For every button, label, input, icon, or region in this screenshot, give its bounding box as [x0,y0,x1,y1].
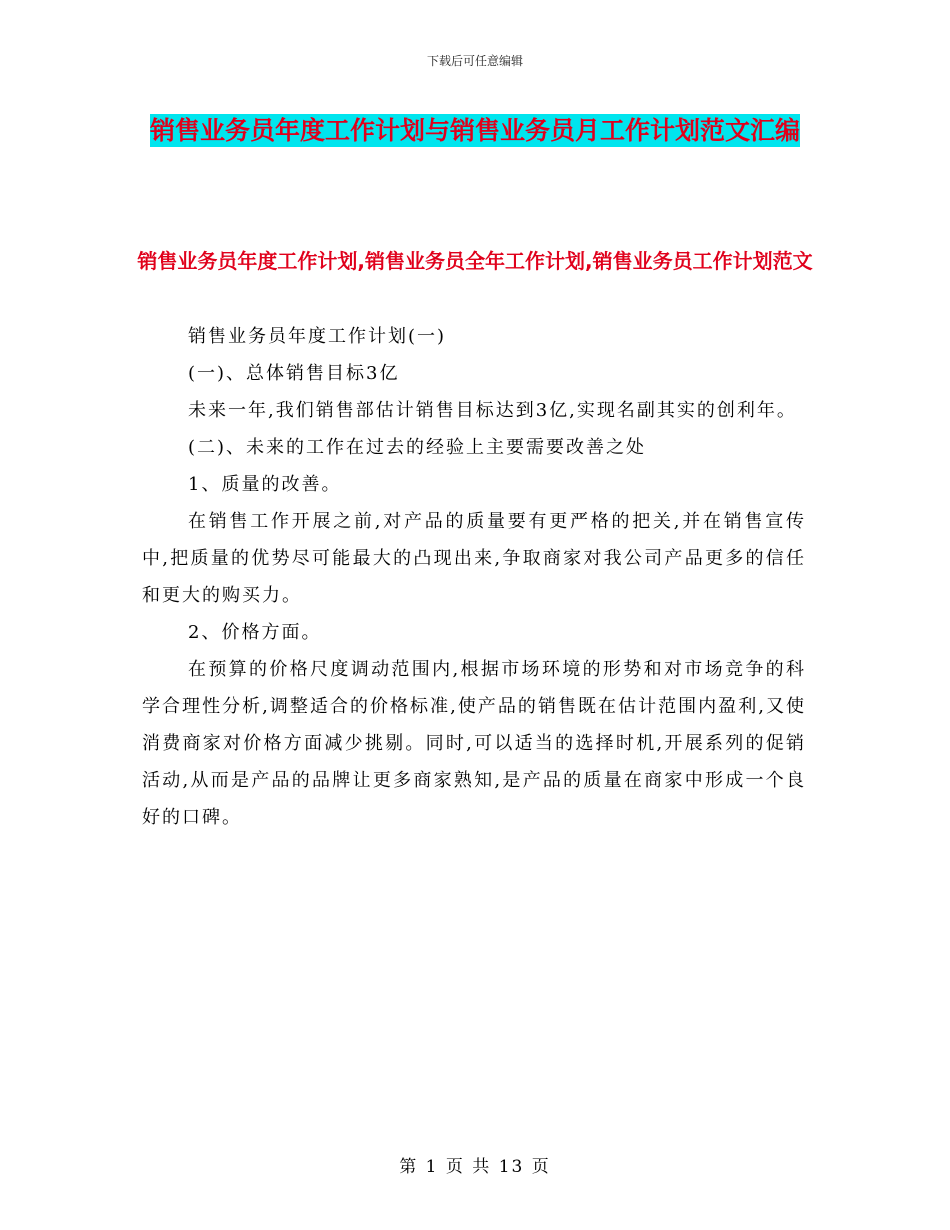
paragraph: 1、质量的改善。 [188,474,342,495]
header-note: 下载后可任意编辑 [426,54,523,68]
paragraph: 在预算的价格尺度调动范围内,根据市场环境的形势和对市场竞争的科学合理性分析,调整适合的价格标准,使产品的销售既在估计范围内盈利,又使消费商家对价格方面减少挑剔。同时,可以适当的选择时机,开展系列的促销活动,从而是产品的品牌让更多商家熟知,是产品的质量在商家中形成一个良好的口碑。 [142,659,806,828]
paragraph: (二)、未来的工作在过去的经验上主要需要改善之处 [188,437,647,458]
document-title-text: 销售业务员年度工作计划与销售业务员月工作计划范文汇编 [149,116,800,145]
paragraph: 销售业务员年度工作计划(一) [188,326,447,347]
paragraph: (一)、总体销售目标3亿 [188,363,400,384]
document-subtitle: 销售业务员年度工作计划,销售业务员全年工作计划,销售业务员工作计划范文 [137,249,813,273]
paragraph: 2、价格方面。 [188,622,322,643]
document-body [142,318,806,836]
page-footer: 第 1 页 共 13 页 [399,1157,551,1177]
paragraph: 未来一年,我们销售部估计销售目标达到3亿,实现名副其实的创利年。 [188,400,797,421]
document-title [130,108,820,154]
paragraph: 在销售工作开展之前,对产品的质量要有更严格的把关,并在销售宣传中,把质量的优势尽可能最大的凸现出来,争取商家对我公司产品更多的信任和更大的购买力。 [142,511,806,606]
